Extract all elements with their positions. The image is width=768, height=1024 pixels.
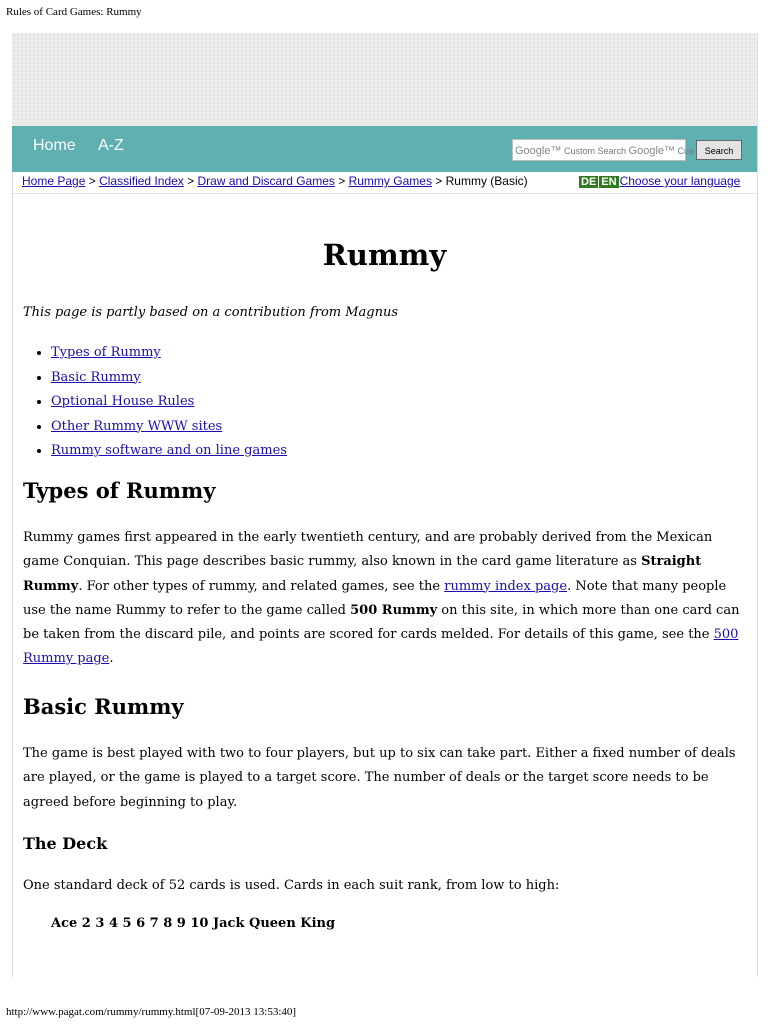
deck-heading: The Deck <box>23 834 108 853</box>
toc-link-www-sites[interactable]: Other Rummy WWW sites <box>51 418 223 434</box>
search-button[interactable]: Search <box>696 140 742 160</box>
types-paragraph: Rummy games first appeared in the early twentieth century, and are probably derived from the Mexican game Conquian. This page describes basic rummy, also known in the card game literature as Straight Rummy. For other types of rummy, and related games, see the rummy index page. Note that many people use the name Rummy to refer to the game called 500 Rummy on this site, in which more than one card can be taken from the discard pile, and points are scored for cards melded. For details of this game, see the 500 Rummy page. <box>23 530 740 667</box>
toc-link-house-rules[interactable]: Optional House Rules <box>51 394 195 409</box>
breadcrumb-separator: > <box>435 174 443 188</box>
basic-heading: Basic Rummy <box>23 694 184 719</box>
flag-en[interactable]: EN <box>601 176 617 188</box>
print-footer: http://www.pagat.com/rummy/rummy.html[07-09-2013 13:53:40] <box>6 1006 297 1018</box>
breadcrumb-rummy-games[interactable]: Rummy Games <box>348 174 432 188</box>
toc-link-types[interactable]: Types of Rummy <box>51 345 161 360</box>
rummy-index-link[interactable]: rummy index page <box>444 578 568 594</box>
toc-link-basic[interactable]: Basic Rummy <box>51 369 141 385</box>
divider <box>12 193 757 194</box>
500-rummy-link[interactable]: 500 Rummy page <box>23 627 739 667</box>
navbar <box>12 126 757 172</box>
search-placeholder: Custom Search <box>564 146 627 156</box>
search-brand-logo: Google™ <box>515 145 562 157</box>
toc-item <box>51 368 287 393</box>
nav-home-link[interactable]: Home <box>33 137 76 154</box>
basic-paragraph: The game is best played with two to four players, but up to six can take part. Either a fixed number of deals are played, or the game is played to a target score. The number of deals or the target score needs to be agreed before beginning to play. <box>23 746 736 810</box>
straight-rummy-term: Straight Rummy <box>23 554 702 594</box>
table-of-contents <box>23 343 287 466</box>
search-brand-logo-2: Google™ <box>628 145 676 157</box>
print-header: Rules of Card Games: Rummy <box>6 6 142 18</box>
types-heading: Types of Rummy <box>23 478 216 503</box>
toc-item <box>51 417 287 442</box>
toc-item <box>51 343 287 368</box>
breadcrumb-home-page[interactable]: Home Page <box>22 174 86 188</box>
deck-paragraph: One standard deck of 52 cards is used. Cards in each suit rank, from low to high: <box>23 878 560 893</box>
language-selector <box>579 174 740 188</box>
breadcrumb <box>22 174 528 188</box>
toc-item <box>51 441 287 466</box>
flag-de[interactable]: DE <box>581 176 597 188</box>
breadcrumb-current: Rummy (Basic) <box>445 174 528 188</box>
500-rummy-term: 500 Rummy <box>350 602 438 618</box>
breadcrumb-separator: > <box>187 174 195 188</box>
nav-az-link[interactable]: A-Z <box>98 137 124 154</box>
toc-item <box>51 392 287 417</box>
breadcrumb-separator: > <box>88 174 96 188</box>
choose-language-link[interactable]: Choose your language <box>619 174 741 188</box>
card-ranks: Ace 2 3 4 5 6 7 8 9 10 Jack Queen King <box>51 916 336 931</box>
banner <box>12 33 757 126</box>
breadcrumb-draw-discard[interactable]: Draw and Discard Games <box>197 174 335 188</box>
search-placeholder-tail: Cus <box>677 146 694 156</box>
search-input[interactable] <box>512 139 694 161</box>
intro-note: This page is partly based on a contribution from Magnus <box>23 305 399 320</box>
breadcrumb-classified-index[interactable]: Classified Index <box>99 174 184 188</box>
breadcrumb-separator: > <box>338 174 346 188</box>
toc-link-software[interactable]: Rummy software and on line games <box>51 443 287 458</box>
page-title: Rummy <box>322 238 447 272</box>
